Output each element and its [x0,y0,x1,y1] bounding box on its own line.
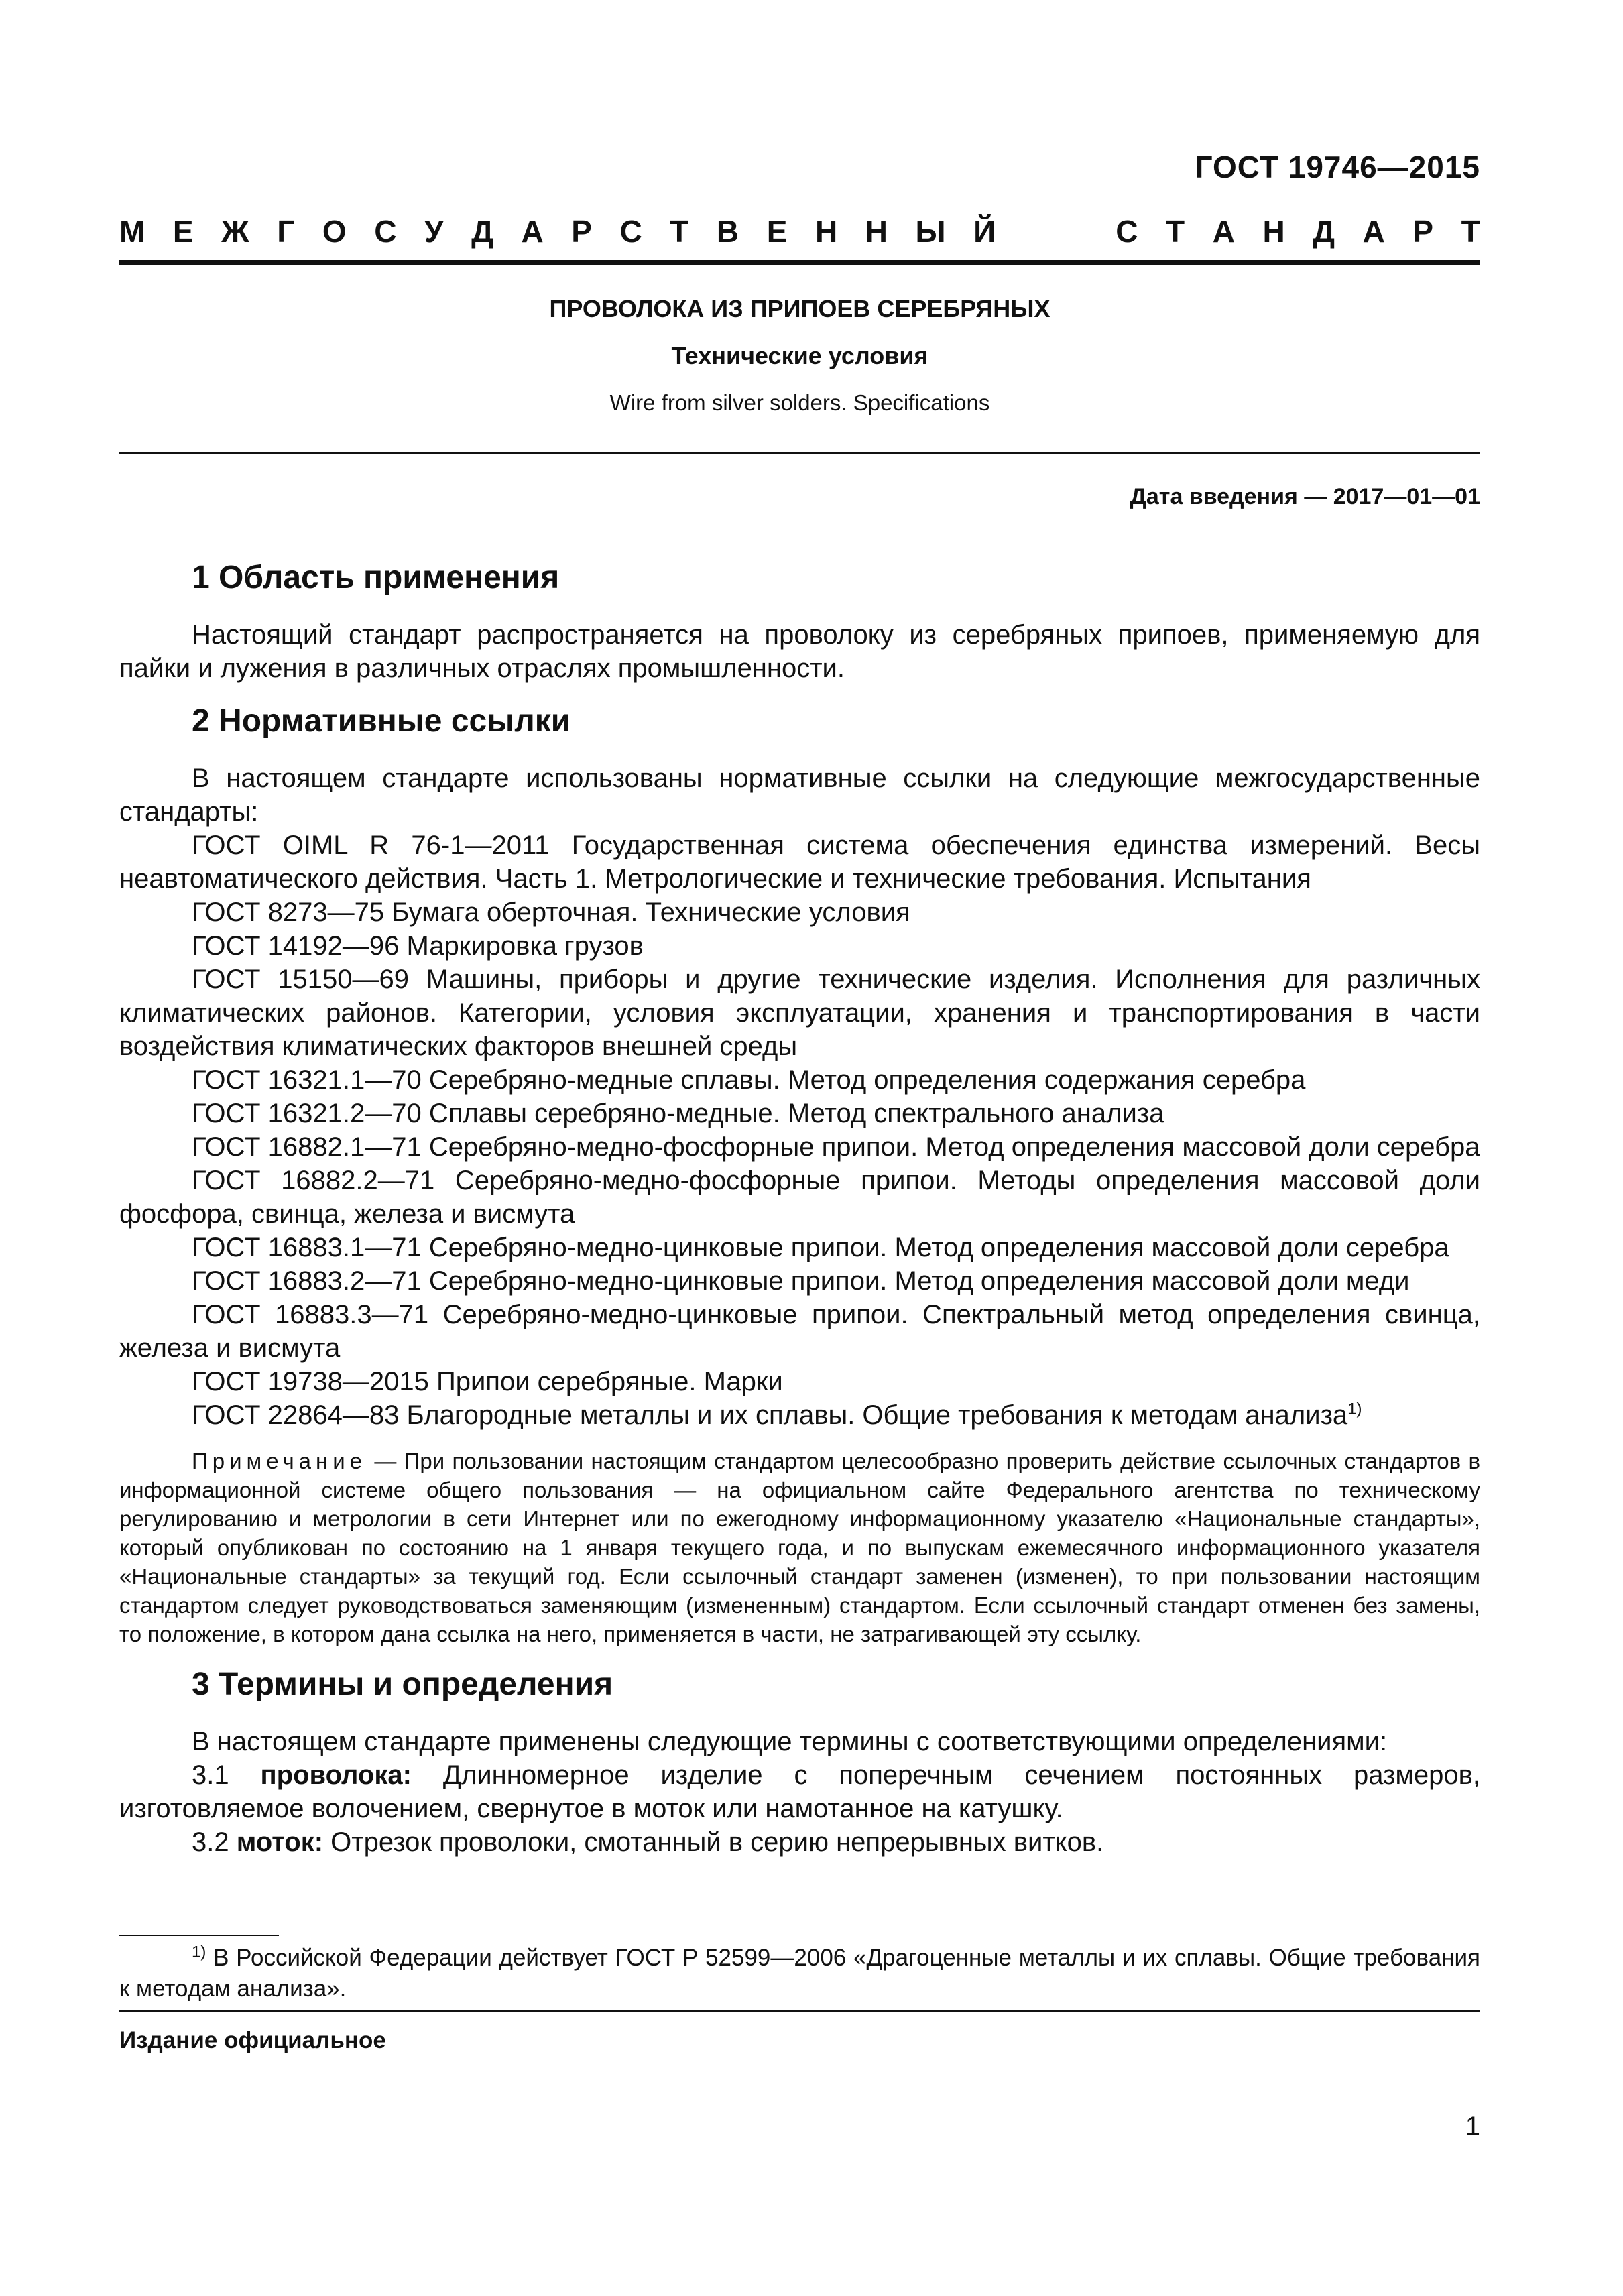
banner-letter: Н [865,214,888,249]
banner-letter: Н [1262,214,1285,249]
banner-letter: А [1362,214,1385,249]
banner-letter: У [424,214,444,249]
document-subtitle: Технические условия [671,342,928,369]
banner-letter: Н [815,214,838,249]
footer-rule [119,2010,1480,2012]
banner-letter: С [619,214,642,249]
title-rule [119,452,1480,454]
section-2-intro: В настоящем стандарте использованы нормативные ссылки на следующие межгосударственные стандарты: [119,764,1480,827]
banner-letter: С [374,214,397,249]
banner-letter: Д [1313,214,1335,249]
edition-label: Издание официальное [119,2027,386,2053]
term-number: 3.2 [192,1827,237,1857]
interstate-standard-banner [119,216,1480,247]
reference-item: ГОСТ 16883.2—71 Серебряно-медно-цинковые припои. Метод определения массовой доли меди [192,1266,1410,1296]
banner-letter: Р [571,214,592,249]
reference-item: ГОСТ OIML R 76-1—2011 Государственная система обеспечения единства измерений. Весы неавтоматического действия. Часть 1. Метрологические и технические требования. Испытания [119,831,1480,894]
document-body [119,558,1480,1859]
standard-number: ГОСТ 19746—2015 [1195,149,1480,184]
reference-item: ГОСТ 19738—2015 Припои серебряные. Марки [192,1367,783,1396]
footnote [119,1943,1480,2004]
banner-letter: Й [973,214,996,249]
reference-item: ГОСТ 15150—69 Машины, приборы и другие технические изделия. Исполнения для различных климатических районов. Категории, условия эксплуатации, хранения и транспортирования в части воздействия климатических факторов внешней среды [119,965,1480,1061]
footnote-mark: 1) [1347,1400,1362,1418]
term-definition: Длинномерное изделие с поперечным сечением постоянных размеров, изготовляемое волочением, свернутое в моток или намотанное на катушку. [119,1760,1480,1823]
document-title: ПРОВОЛОКА ИЗ ПРИПОЕВ СЕРЕБРЯНЫХ [549,295,1050,322]
reference-item: ГОСТ 16882.2—71 Серебряно-медно-фосфорные припои. Методы определения массовой доли фосфора, свинца, железа и висмута [119,1166,1480,1229]
note-label: Примечание [192,1449,367,1473]
reference-item: ГОСТ 16321.1—70 Серебряно-медные сплавы. Метод определения содержания серебра [192,1065,1306,1095]
banner-letter: Т [1461,214,1480,249]
banner-letter: О [322,214,347,249]
banner-letter: Д [471,214,493,249]
normative-references-list [119,829,1480,1398]
banner-letter: Т [670,214,689,249]
introduction-date: Дата введения — 2017—01—01 [1130,484,1480,509]
term-name: моток: [236,1827,324,1857]
reference-item: ГОСТ 16321.2—70 Сплавы серебряно-медные. Метод спектрального анализа [192,1099,1164,1128]
footnote-text: В Российской Федерации действует ГОСТ Р 52599—2006 «Драгоценные металлы и их сплавы. Общие требования к методам анализа». [119,1945,1480,2002]
term-name: проволока: [260,1760,412,1790]
banner-letter: С [1116,214,1138,249]
footnote-separator [119,1935,279,1936]
banner-letter: Ы [915,214,946,249]
note-text: — При пользовании настоящим стандартом целесообразно проверить действие ссылочных стандартов в информационной системе общего пользования — на официальном сайте Федерального агентства по техническому регулированию и метрологии в сети Интернет или по ежегодному информационному указателю «Национальные стандарты», который опубликован по состоянию на 1 января текущего года, и по выпускам ежемесячного информационного указателя «Национальные стандарты» за текущий год. Если ссылочный стандарт заменен (изменен), то при пользовании настоящим стандартом следует руководствоваться заменяющим (измененным) стандартом. Если ссылочный стандарт отменен без замены, то положение, в котором дана ссылка на него, применяется в части, не затрагивающей эту ссылку. [119,1449,1480,1646]
section-1-heading: 1 Область применения [192,560,560,595]
reference-item: ГОСТ 14192—96 Маркировка грузов [192,931,644,961]
section-3-heading: 3 Термины и определения [192,1667,613,1702]
banner-letter: Е [172,214,194,249]
banner-letter: М [119,214,145,249]
reference-item: ГОСТ 8273—75 Бумага оберточная. Технические условия [192,898,910,927]
banner-letter: А [521,214,544,249]
banner-letter: Г [277,214,295,249]
banner-letter: В [716,214,739,249]
banner-letter: Т [1166,214,1185,249]
banner-gap [1024,216,1088,247]
banner-letter: Е [766,214,788,249]
reference-item: ГОСТ 16883.1—71 Серебряно-медно-цинковые припои. Метод определения массовой доли серебра [192,1233,1449,1262]
banner-letter: Р [1412,214,1434,249]
header-rule [119,260,1480,265]
banner-letter: Ж [221,214,249,249]
term-definition: Отрезок проволоки, смотанный в серию непрерывных витков. [323,1827,1104,1857]
term-item [119,1758,1480,1825]
reference-text: ГОСТ 22864—83 Благородные металлы и их сплавы. Общие требования к методам анализа [192,1400,1348,1430]
footnote-mark: 1) [192,1943,206,1961]
section-1-text: Настоящий стандарт распространяется на проволоку из серебряных припоев, применяемую для пайки и лужения в различных отраслях промышленности. [119,620,1480,683]
reference-item: ГОСТ 16883.3—71 Серебряно-медно-цинковые припои. Спектральный метод определения свинца, железа и висмута [119,1300,1480,1363]
section-3-intro: В настоящем стандарте применены следующие термины с соответствующими определениями: [192,1727,1388,1756]
term-number: 3.1 [192,1760,261,1790]
page-number: 1 [1465,2112,1480,2141]
reference-item [119,1398,1480,1432]
section-2-heading: 2 Нормативные ссылки [192,703,571,739]
term-item [119,1825,1480,1859]
banner-letter: А [1212,214,1235,249]
reference-item: ГОСТ 16882.1—71 Серебряно-медно-фосфорные припои. Метод определения массовой доли серебра [192,1132,1480,1162]
references-note [119,1447,1480,1648]
document-title-english: Wire from silver solders. Specifications [609,390,990,415]
